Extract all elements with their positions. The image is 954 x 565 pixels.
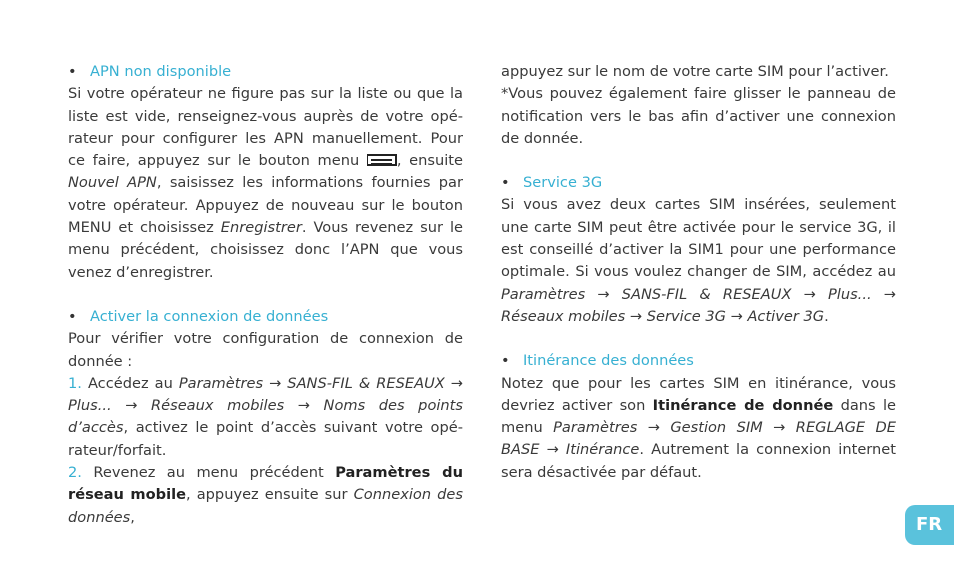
note-text: *Vous pouvez également faire glisser le panneau de notification vers le bas afin d’activer une connexion de donnée. xyxy=(501,85,896,147)
section-body xyxy=(68,83,463,284)
section-body xyxy=(501,373,896,484)
section-data-connection xyxy=(68,306,463,529)
step-number: 2. xyxy=(68,464,82,482)
section-intro: Pour vérifier votre configuration de connexion de donnée : xyxy=(68,330,463,370)
step-2 xyxy=(68,462,463,529)
text: , activez le point d’accès suivant votre opérateur/forfait. xyxy=(68,419,463,459)
text: , saisissez les informations fournies par votre opérateur. Appuyez de nouveau sur le bouton MENU et choisissez xyxy=(68,174,463,237)
text: Notez que pour les cartes SIM en itinérance, vous devriez activer son xyxy=(501,374,896,414)
text-bold: Itinérance de donnée xyxy=(652,396,834,414)
section-title: Activer la connexion de données xyxy=(90,307,329,325)
section-title: APN non disponible xyxy=(90,63,232,80)
text: Si vous avez deux cartes SIM insérées, seulement une carte SIM peut être activée pour le service 3G, il est conseillé d’activer la SIM1 pour une performance optimale. Si vous voulez changer de SIM, accédez au xyxy=(501,196,896,281)
text: . Autrement la connexion internet sera désactivée par défaut. xyxy=(501,441,896,481)
section-apn xyxy=(68,61,463,284)
text-italic: Enregistrer xyxy=(220,219,302,237)
section-body xyxy=(501,194,896,328)
step-number: 1. xyxy=(68,374,82,392)
text-bold: Paramètres du réseau mobile xyxy=(68,464,463,504)
section-heading xyxy=(68,61,463,83)
text-italic: Paramètres → SANS-FIL & RESEAUX → Plus... → Réseaux mobiles → Service 3G → Activer 3G xyxy=(501,285,896,325)
text: Revenez au menu précédent xyxy=(81,464,336,482)
section-roaming xyxy=(501,350,896,484)
bullet: • xyxy=(68,307,77,325)
left-column xyxy=(68,61,463,529)
text: , appuyez ensuite sur xyxy=(186,486,354,504)
section-title: Itinérance des données xyxy=(523,352,694,370)
text: dans le menu xyxy=(501,396,896,437)
bullet: • xyxy=(68,63,77,80)
continued-text: appuyez sur le nom de votre carte SIM pour l’activer. xyxy=(501,63,889,80)
language-tab: FR xyxy=(905,505,954,545)
bullet: • xyxy=(501,174,510,192)
section-heading xyxy=(501,350,896,372)
text-italic: Connexion des données xyxy=(68,486,463,526)
right-column xyxy=(501,61,896,484)
text: , xyxy=(130,508,135,526)
text: , ensuite xyxy=(396,152,463,170)
section-heading xyxy=(501,172,896,194)
text: . Vous revenez sur le menu précédent, choisissez donc l’APN que vous venez d’enregistrer. xyxy=(68,219,464,281)
text-italic: Paramètres → SANS-FIL & RESEAUX → Plus... → Réseaux mobiles → Noms des points d’accès xyxy=(68,374,464,437)
text: Accédez au xyxy=(81,374,179,392)
bullet: • xyxy=(501,352,510,370)
text: . xyxy=(824,307,829,325)
menu-icon xyxy=(367,154,397,166)
text-italic: Nouvel APN xyxy=(68,174,157,192)
step-1 xyxy=(68,373,463,462)
section-title: Service 3G xyxy=(523,174,603,192)
text: Si votre opérateur ne figure pas sur la liste ou que la liste est vide, renseignez-vous auprès de votre opérateur pour configurer les APN manuellement. Pour ce faire, appuyez sur le bouton menu xyxy=(68,85,463,170)
section-heading xyxy=(68,306,463,328)
text-italic: Paramètres → Gestion SIM → REGLAGE DE BASE → Itinérance xyxy=(501,419,896,459)
section-3g xyxy=(501,172,896,328)
